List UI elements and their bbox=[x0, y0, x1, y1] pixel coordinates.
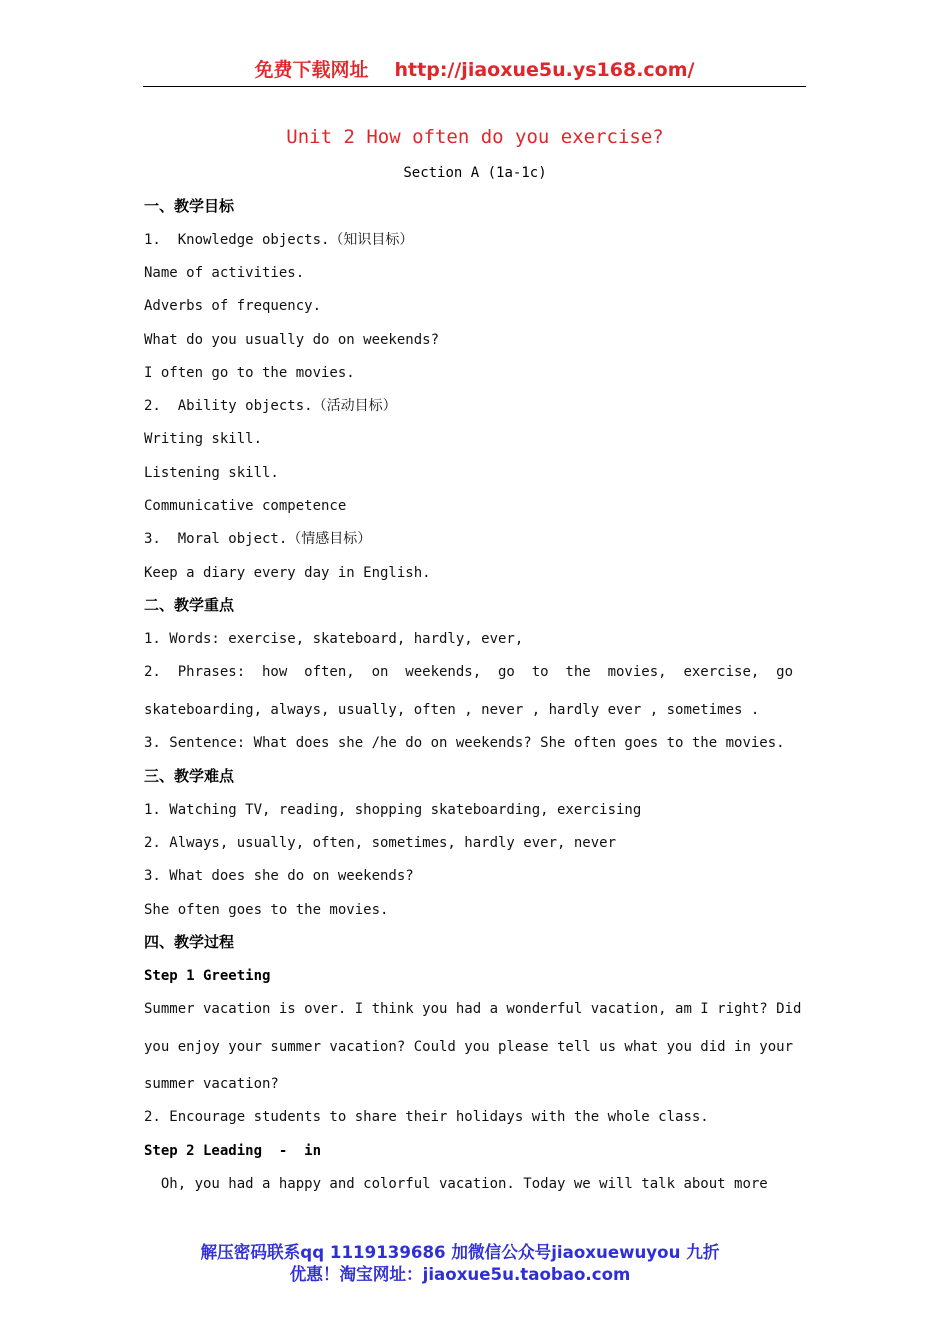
document-title: Unit 2 How often do you exercise? bbox=[286, 126, 664, 148]
text-line: 2. Encourage students to share their holidays with the whole class. bbox=[144, 1109, 709, 1125]
section-heading-difficulties: 三、教学难点 bbox=[144, 767, 235, 785]
text-line: Adverbs of frequency. bbox=[144, 298, 322, 314]
step-heading: Step 2 Leading - in bbox=[144, 1143, 322, 1159]
step-heading: Step 1 Greeting bbox=[144, 968, 271, 984]
text-line: you enjoy your summer vacation? Could you please tell us what you did in your bbox=[144, 1039, 794, 1055]
header-url-link[interactable]: http://jiaoxue5u.ys168.com/ bbox=[394, 59, 695, 81]
section-heading-key-points: 二、教学重点 bbox=[144, 596, 235, 614]
text-line: 1. Words: exercise, skateboard, hardly, ever, bbox=[144, 631, 524, 647]
section-heading-procedure: 四、教学过程 bbox=[144, 933, 235, 951]
text-line: Listening skill. bbox=[144, 465, 279, 481]
text-line: 3. Moral object.（情感目标） bbox=[144, 531, 372, 547]
text-line: 3. Sentence: What does she /he do on weekends? She often goes to the movies. bbox=[144, 735, 785, 751]
text-line: She often goes to the movies. bbox=[144, 902, 389, 918]
text-line: 1. Knowledge objects.（知识目标） bbox=[144, 232, 414, 248]
text-line: Keep a diary every day in English. bbox=[144, 565, 431, 581]
text-line: 2. Always, usually, often, sometimes, hardly ever, never bbox=[144, 835, 617, 851]
text-line: summer vacation? bbox=[144, 1076, 279, 1092]
text-line: skateboarding, always, usually, often , never , hardly ever , sometimes . bbox=[144, 702, 760, 718]
text-line: 1. Watching TV, reading, shopping skateboarding, exercising bbox=[144, 802, 642, 818]
text-line: 3. What does she do on weekends? bbox=[144, 868, 414, 884]
header-download-label: 免费下载网址 bbox=[254, 59, 369, 81]
text-line: Writing skill. bbox=[144, 431, 263, 447]
footer-line: 优惠！淘宝网址：jiaoxue5u.taobao.com bbox=[289, 1265, 631, 1285]
text-line: Oh, you had a happy and colorful vacation. Today we will talk about more bbox=[144, 1176, 768, 1192]
text-line: 2. Phrases: how often, on weekends, go to the movies, exercise, go bbox=[144, 664, 794, 680]
document-subtitle: Section A (1a-1c) bbox=[403, 165, 547, 181]
page-header bbox=[143, 56, 806, 87]
footer-line: 解压密码联系qq 1119139686 加微信公众号jiaoxuewuyou 九折 bbox=[200, 1243, 720, 1263]
text-line: What do you usually do on weekends? bbox=[144, 332, 440, 348]
section-heading-objectives: 一、教学目标 bbox=[144, 197, 235, 215]
text-line: Communicative competence bbox=[144, 498, 347, 514]
text-line: 2. Ability objects.（活动目标） bbox=[144, 398, 397, 414]
text-line: I often go to the movies. bbox=[144, 365, 355, 381]
text-line: Name of activities. bbox=[144, 265, 305, 281]
text-line: Summer vacation is over. I think you had a wonderful vacation, am I right? Did bbox=[144, 1001, 802, 1017]
